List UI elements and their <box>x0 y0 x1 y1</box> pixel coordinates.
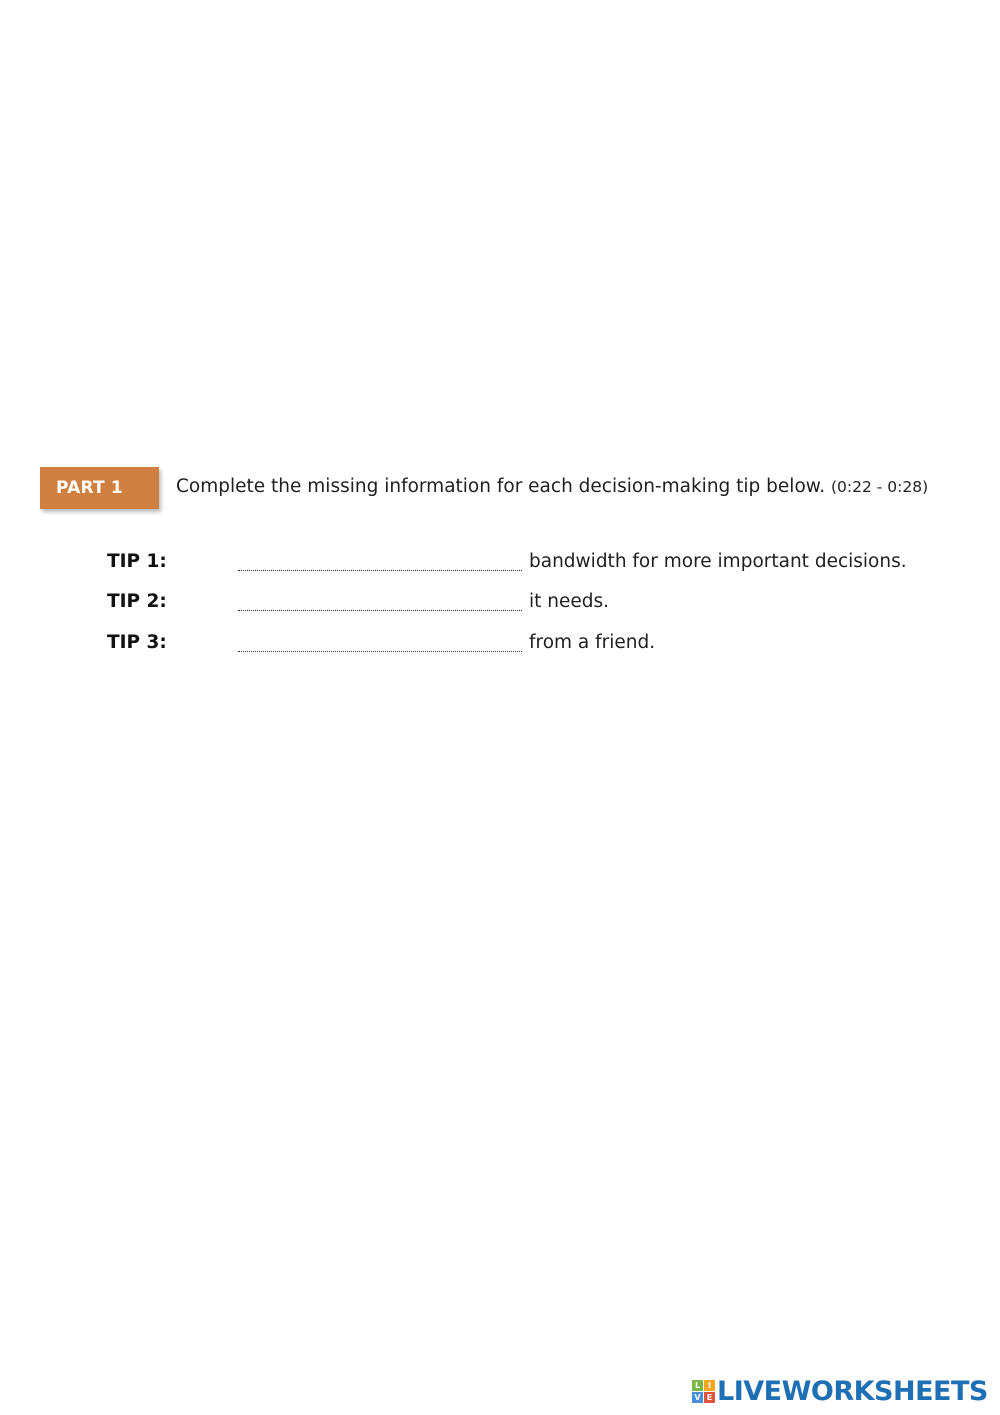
logo-grid-icon <box>692 1380 715 1403</box>
tip-1-answer-field[interactable] <box>238 551 522 571</box>
tip-2-answer-field[interactable] <box>238 591 522 611</box>
tip-text: bandwidth for more important decisions. <box>529 551 907 572</box>
logo-letter: V <box>692 1392 703 1403</box>
tip-label: TIP 1: <box>107 551 167 572</box>
tip-text: from a friend. <box>529 632 656 653</box>
logo-letter: L <box>692 1380 703 1391</box>
logo-letter: E <box>704 1392 715 1403</box>
part-badge-label: PART 1 <box>56 478 123 498</box>
tip-label: TIP 3: <box>107 632 167 653</box>
instruction-text <box>176 476 928 497</box>
logo-text: LIVEWORKSHEETS <box>717 1376 988 1407</box>
tip-3-answer-field[interactable] <box>238 632 522 652</box>
time-range: (0:22 - 0:28) <box>830 478 929 496</box>
liveworksheets-logo <box>692 1376 988 1407</box>
part-badge <box>40 467 159 509</box>
tip-text: it needs. <box>529 591 610 612</box>
instruction-body: Complete the missing information for each decision-making tip below. <box>176 476 826 497</box>
tip-row-2 <box>107 591 967 621</box>
tip-label: TIP 2: <box>107 591 167 612</box>
tip-row-1 <box>107 551 967 581</box>
logo-letter: I <box>704 1380 715 1391</box>
tip-row-3 <box>107 632 967 662</box>
